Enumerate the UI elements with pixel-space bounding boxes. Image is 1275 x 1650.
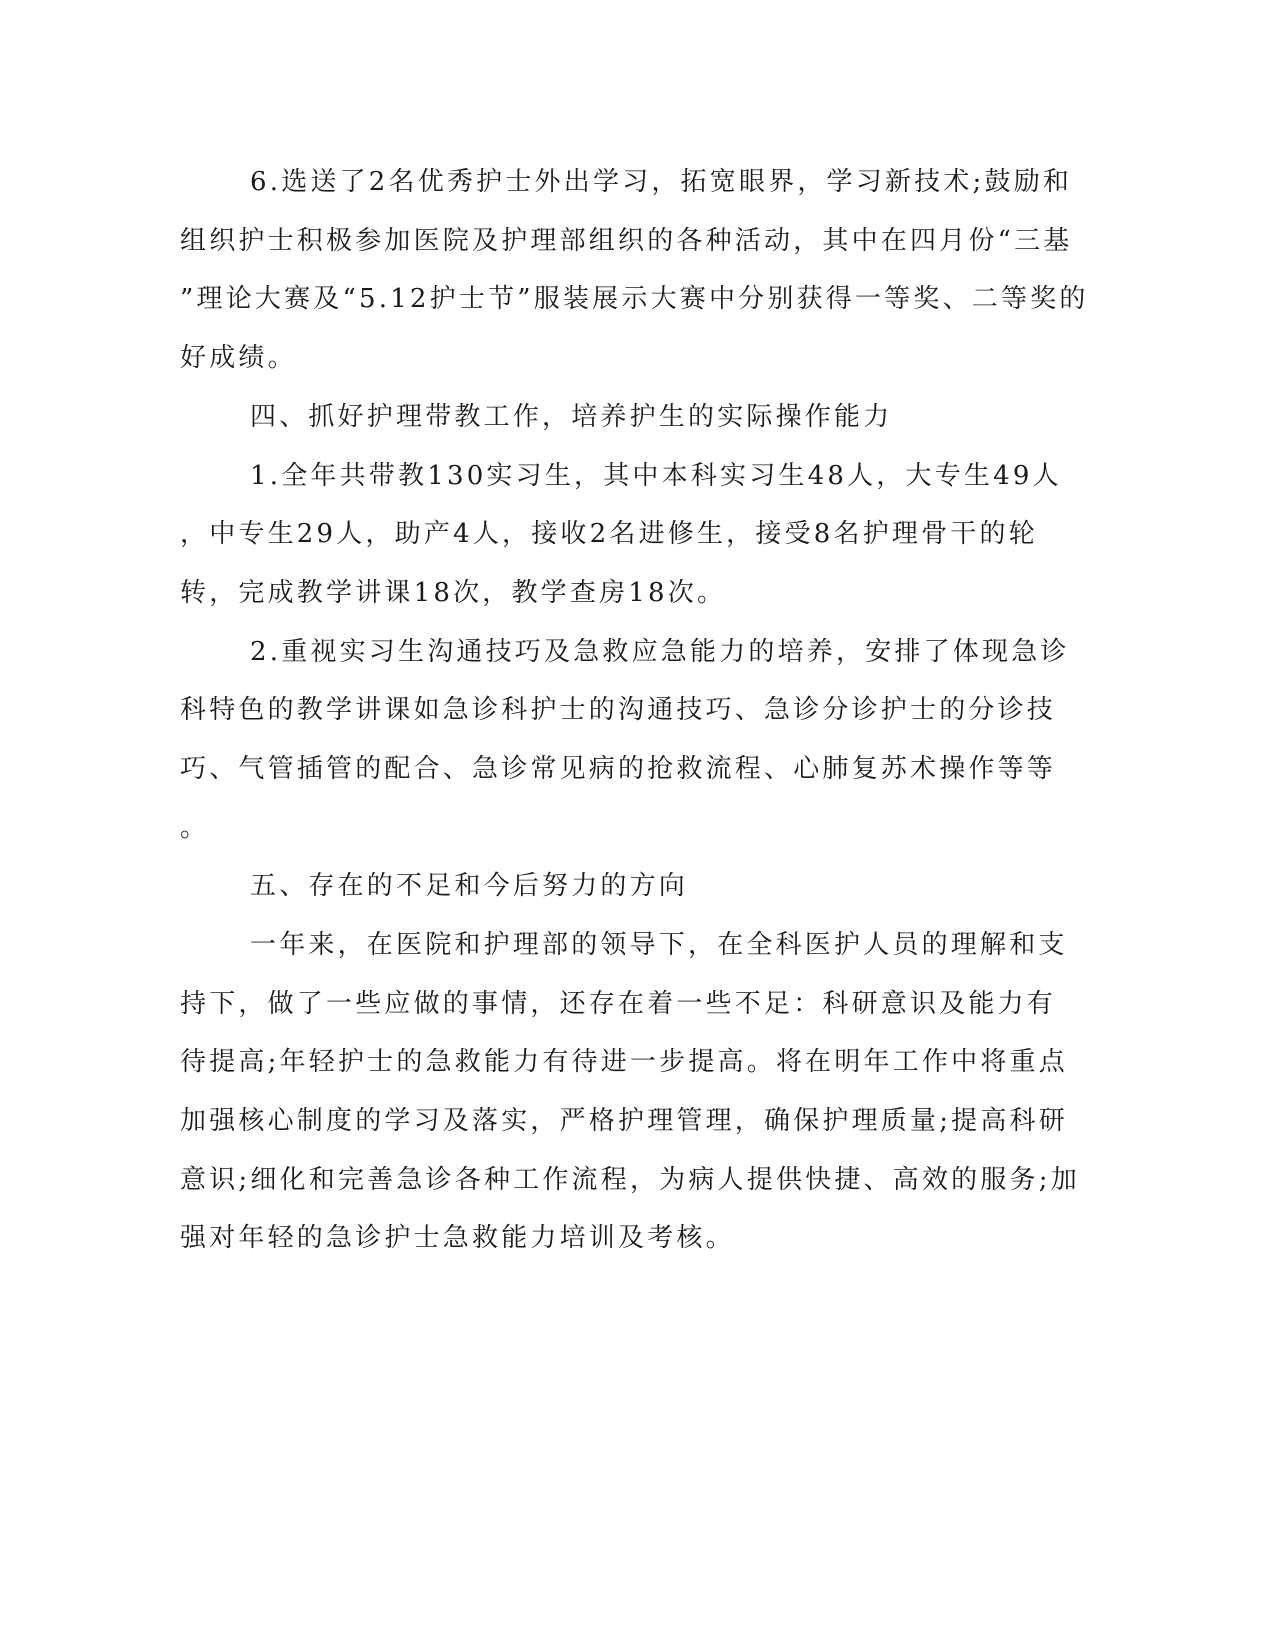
text-line: 强对年轻的急诊护士急救能力培训及考核。	[180, 1223, 735, 1253]
text-line: 2.重视实习生沟通技巧及急救应急能力的培养，安排了体现急诊	[250, 637, 1070, 667]
text-line: 意识;细化和完善急诊各种工作流程，为病人提供快捷、高效的服务;加	[180, 1165, 1080, 1195]
text-line: 好成绩。	[180, 343, 297, 373]
text-line: 6.选送了2名优秀护士外出学习，拓宽眼界，学习新技术;鼓励和	[250, 167, 1073, 197]
section-heading: 四、抓好护理带教工作，培养护生的实际操作能力	[250, 402, 893, 432]
text-line: 待提高;年轻护士的急救能力有待进一步提高。将在明年工作中将重点	[180, 1047, 1068, 1077]
section-heading: 五、存在的不足和今后努力的方向	[250, 871, 689, 901]
text-line: 1.全年共带教130实习生，其中本科实习生48人，大专生49人	[250, 461, 1062, 491]
text-line: 巧、气管插管的配合、急诊常见病的抢救流程、心肺复苏术操作等等	[180, 754, 1057, 784]
text-line: ”理论大赛及“5.12护士节”服装展示大赛中分别获得一等奖、二等奖的	[180, 284, 1089, 314]
text-line: 持下，做了一些应做的事情，还存在着一些不足：科研意识及能力有	[180, 989, 1057, 1019]
text-line: 科特色的教学讲课如急诊科护士的沟通技巧、急诊分诊护士的分诊技	[180, 695, 1057, 725]
text-line: 转，完成教学讲课18次，教学查房18次。	[180, 578, 727, 608]
text-line: 加强核心制度的学习及落实，严格护理管理，确保护理质量;提高科研	[180, 1106, 1068, 1136]
text-line: 。	[180, 813, 210, 843]
text-line: 一年来，在医院和护理部的领导下，在全科医护人员的理解和支	[250, 930, 1068, 960]
text-line: 组织护士积极参加医院及护理部组织的各种活动，其中在四月份“三基	[180, 226, 1073, 256]
text-line: ，中专生29人，助产4人，接收2名进修生，接受8名护理骨干的轮	[180, 519, 1038, 549]
